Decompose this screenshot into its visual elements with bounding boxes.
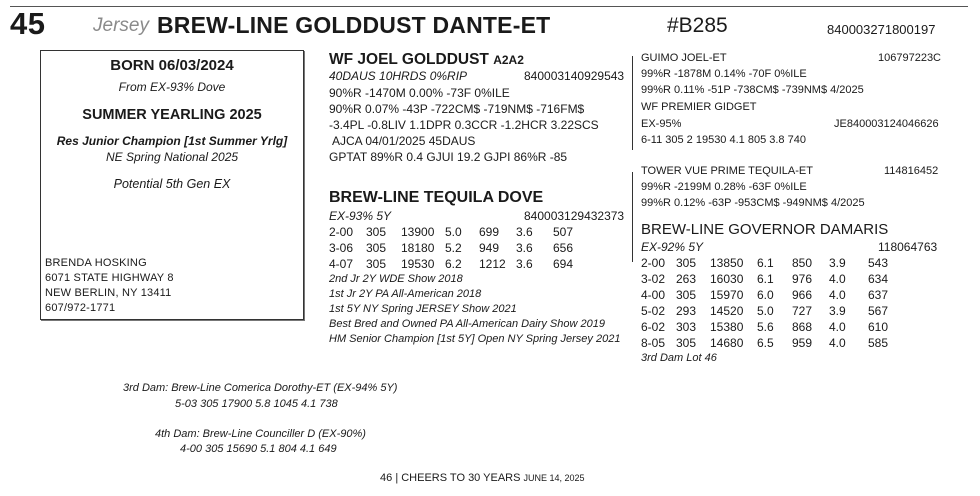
- record-protein: 585: [868, 336, 889, 350]
- dam-sire-registration: 114816452: [884, 165, 939, 177]
- record-protein: 507: [553, 225, 574, 239]
- record-milk: 14520: [710, 304, 744, 318]
- record-protein-pct: 3.6: [516, 241, 533, 255]
- fourth-dam-record: 4-00 305 15690 5.1 804 4.1 649: [180, 443, 337, 455]
- record-protein-pct: 3.9: [829, 256, 846, 270]
- third-dam-record: 5-03 305 17900 5.8 1045 4.1 738: [175, 398, 338, 410]
- record-protein-pct: 4.0: [829, 288, 846, 302]
- dam-achievement: 2nd Jr 2Y WDE Show 2018: [329, 273, 463, 285]
- record-age: 2-00: [329, 225, 354, 239]
- sire-dam-record: 6-11 305 2 19530 4.1 805 3.8 740: [641, 134, 806, 146]
- born-date: BORN 06/03/2024: [110, 57, 234, 74]
- record-age: 3-02: [641, 272, 666, 286]
- sire-sire-registration: 106797223C: [878, 52, 942, 64]
- dam-registration: 840003129432373: [524, 209, 625, 223]
- sire-registration: 840003140929543: [524, 69, 625, 83]
- record-fat-pct: 6.2: [445, 257, 462, 271]
- consignor-city: NEW BERLIN, NY 13411: [45, 287, 172, 299]
- sire-suffix: A2A2: [493, 53, 524, 67]
- sire-sire-name: GUIMO JOEL-ET: [641, 52, 727, 64]
- dam-achievement: Best Bred and Owned PA All-American Dairy Show 2019: [329, 318, 605, 330]
- dam-name: BREW-LINE TEQUILA DOVE: [329, 189, 544, 206]
- potential-note: Potential 5th Gen EX: [113, 177, 231, 191]
- registration-number: 840003271800197: [827, 22, 936, 37]
- record-fat: 966: [792, 288, 813, 302]
- from-dam: From EX-93% Dove: [118, 80, 226, 94]
- record-age: 8-05: [641, 336, 666, 350]
- record-fat: 959: [792, 336, 813, 350]
- dam-achievement: HM Senior Champion [1st 5Y] Open NY Spring Jersey 2021: [329, 333, 621, 345]
- record-protein: 543: [868, 256, 889, 270]
- footer-separator: |: [395, 472, 399, 484]
- sire-sire-line-1: 99%R -1878M 0.14% -70F 0%ILE: [641, 68, 807, 80]
- footer-title: CHEERS TO 30 YEARS: [401, 472, 521, 484]
- info-box: [40, 50, 304, 320]
- record-fat: 727: [792, 304, 813, 318]
- breed-label: Jersey: [93, 15, 149, 36]
- consignor-name: BRENDA HOSKING: [45, 257, 147, 269]
- consignor-phone: 607/972-1771: [45, 302, 116, 314]
- record-protein: 634: [868, 272, 889, 286]
- sire-name: [329, 51, 524, 69]
- dam-achievement: 1st 5Y NY Spring JERSEY Show 2021: [329, 303, 517, 315]
- record-fat-pct: 5.6: [757, 320, 774, 334]
- award-title: Res Junior Champion [1st Summer Yrlg]: [56, 134, 288, 148]
- sire-line-2: 90%R -1470M 0.00% -73F 0%ILE: [329, 86, 510, 100]
- record-fat-pct: 6.0: [757, 288, 774, 302]
- record-fat-pct: 5.2: [445, 241, 462, 255]
- record-age: 5-02: [641, 304, 666, 318]
- dam-classification: EX-93% 5Y: [329, 209, 392, 223]
- record-protein: 694: [553, 257, 574, 271]
- record-age: 2-00: [641, 256, 666, 270]
- record-days: 305: [676, 288, 697, 302]
- record-days: 263: [676, 272, 697, 286]
- sire-bracket-line: [632, 56, 633, 150]
- record-age: 4-07: [329, 257, 354, 271]
- record-days: 303: [676, 320, 697, 334]
- sire-name-text: WF JOEL GOLDDUST: [329, 51, 489, 68]
- record-milk: 15970: [710, 288, 744, 302]
- consignor-street: 6071 STATE HIGHWAY 8: [45, 272, 174, 284]
- record-fat: 1212: [479, 257, 506, 271]
- sire-line-4: -3.4PL -0.8LIV 1.1DPR 0.3CCR -1.2HCR 3.22SCS: [329, 118, 599, 132]
- record-days: 305: [676, 256, 697, 270]
- record-fat-pct: 6.5: [757, 336, 774, 350]
- record-protein-pct: 4.0: [829, 272, 846, 286]
- record-protein-pct: 4.0: [829, 336, 846, 350]
- record-milk: 18180: [401, 241, 435, 255]
- lot-number: 45: [10, 6, 46, 41]
- footer-date: JUNE 14, 2025: [523, 473, 585, 483]
- record-milk: 19530: [401, 257, 435, 271]
- record-fat-pct: 5.0: [445, 225, 462, 239]
- dam-achievement: 1st Jr 2Y PA All-American 2018: [329, 288, 482, 300]
- record-fat: 976: [792, 272, 813, 286]
- third-dam-title: 3rd Dam: Brew-Line Comerica Dorothy-ET (EX-94% 5Y): [123, 382, 398, 394]
- record-protein-pct: 3.9: [829, 304, 846, 318]
- record-fat: 699: [479, 225, 500, 239]
- record-fat-pct: 5.0: [757, 304, 774, 318]
- granddam-note: 3rd Dam Lot 46: [641, 352, 717, 364]
- record-protein-pct: 4.0: [829, 320, 846, 334]
- dam-bracket-line: [632, 172, 633, 262]
- sire-dam-name: WF PREMIER GIDGET: [641, 101, 757, 113]
- tag-number: #B285: [667, 14, 728, 37]
- record-fat: 949: [479, 241, 500, 255]
- record-protein: 637: [868, 288, 889, 302]
- dam-sire-name: TOWER VUE PRIME TEQUILA-ET: [641, 165, 813, 177]
- top-rule: [10, 6, 968, 7]
- record-fat: 868: [792, 320, 813, 334]
- record-fat-pct: 6.1: [757, 256, 774, 270]
- record-age: 3-06: [329, 241, 354, 255]
- record-protein: 567: [868, 304, 889, 318]
- record-age: 4-00: [641, 288, 666, 302]
- page-number: 46: [380, 472, 393, 484]
- record-milk: 15380: [710, 320, 744, 334]
- record-fat: 850: [792, 256, 813, 270]
- sire-line-5: AJCA 04/01/2025 45DAUS: [332, 134, 476, 148]
- sire-dam-classification: EX-95%: [641, 118, 682, 130]
- granddam-name: BREW-LINE GOVERNOR DAMARIS: [641, 221, 889, 238]
- dam-sire-line-1: 99%R -2199M 0.28% -63F 0%ILE: [641, 181, 807, 193]
- sire-line-3: 90%R 0.07% -43P -722CM$ -719NM$ -716FM$: [329, 102, 585, 116]
- award-show: NE Spring National 2025: [105, 150, 239, 164]
- record-protein: 610: [868, 320, 889, 334]
- animal-name: BREW-LINE GOLDDUST DANTE-ET: [157, 12, 551, 38]
- granddam-classification: EX-92% 5Y: [641, 240, 704, 254]
- sire-line-1: 40DAUS 10HRDS 0%RIP: [329, 69, 468, 83]
- record-protein-pct: 3.6: [516, 257, 533, 271]
- record-days: 305: [366, 241, 387, 255]
- yearling-class: SUMMER YEARLING 2025: [82, 107, 262, 123]
- page-footer: [380, 472, 585, 484]
- sire-line-6: GPTAT 89%R 0.4 GJUI 19.2 GJPI 86%R -85: [329, 150, 568, 164]
- record-milk: 13900: [401, 225, 435, 239]
- record-protein-pct: 3.6: [516, 225, 533, 239]
- record-days: 305: [676, 336, 697, 350]
- record-milk: 13850: [710, 256, 744, 270]
- record-days: 305: [366, 225, 387, 239]
- record-milk: 16030: [710, 272, 744, 286]
- sire-dam-registration: JE840003124046626: [834, 118, 939, 130]
- granddam-registration: 118064763: [878, 240, 938, 254]
- record-milk: 14680: [710, 336, 744, 350]
- record-protein: 656: [553, 241, 574, 255]
- sire-sire-line-2: 99%R 0.11% -51P -738CM$ -739NM$ 4/2025: [641, 84, 864, 96]
- record-days: 293: [676, 304, 697, 318]
- record-age: 6-02: [641, 320, 666, 334]
- fourth-dam-title: 4th Dam: Brew-Line Counciller D (EX-90%): [155, 428, 366, 440]
- record-fat-pct: 6.1: [757, 272, 774, 286]
- record-days: 305: [366, 257, 387, 271]
- dam-sire-line-2: 99%R 0.12% -63P -953CM$ -949NM$ 4/2025: [641, 197, 865, 209]
